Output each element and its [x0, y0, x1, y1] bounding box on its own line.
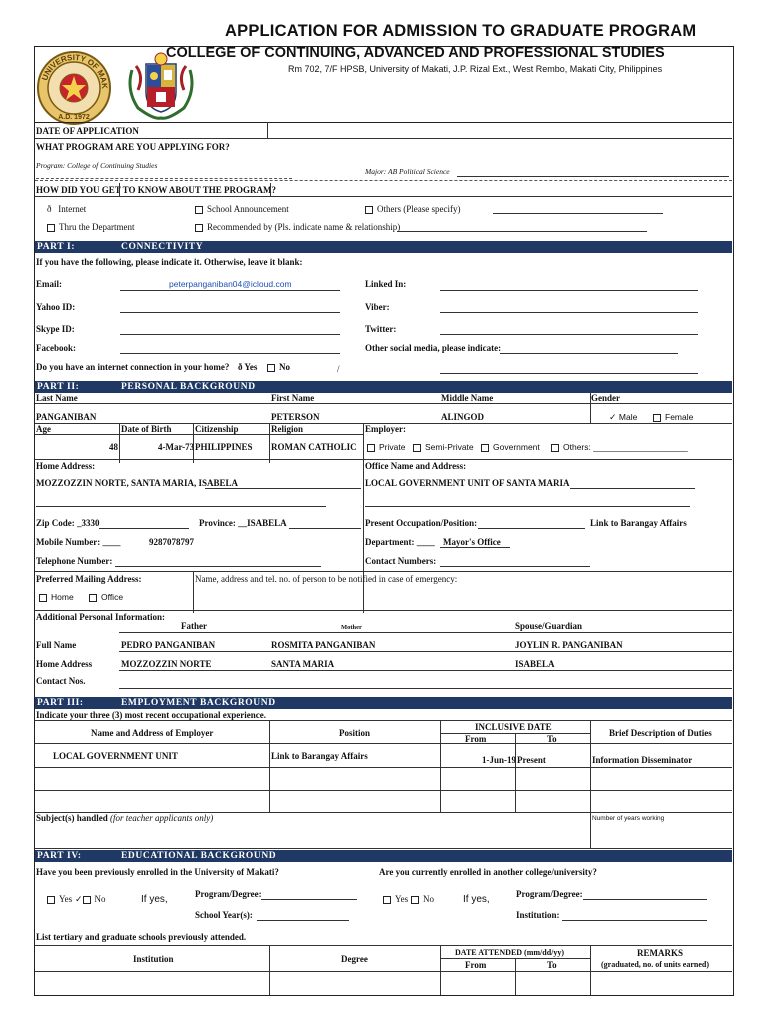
province[interactable]: Province: __ISABELA: [199, 518, 287, 528]
q2-program-degree-label: Program/Degree:: [516, 889, 583, 899]
middle-name-label: Middle Name: [441, 393, 494, 403]
program-question: WHAT PROGRAM ARE YOU APPLYING FOR?: [36, 142, 230, 152]
first-name-value[interactable]: PETERSON: [271, 412, 320, 422]
telephone-label: Telephone Number:: [36, 556, 113, 566]
office-value[interactable]: LOCAL GOVERNMENT UNIT OF SANTA MARIA: [365, 478, 570, 488]
checkbox-icon: [47, 896, 55, 904]
q-currently-enrolled: Are you currently enrolled in another college/university?: [379, 867, 597, 877]
slash-mark: /: [337, 364, 340, 374]
other-social-field[interactable]: [500, 353, 678, 354]
checkbox-icon: [411, 896, 419, 904]
part2-number: PART II:: [37, 382, 80, 392]
checkbox-icon: [267, 364, 275, 372]
facebook-field[interactable]: [120, 353, 340, 354]
religion-label: Religion: [271, 424, 304, 434]
subjects-text: Subject(s) handled: [36, 813, 108, 823]
others-option[interactable]: [365, 205, 460, 214]
internet-no-label: No: [279, 362, 290, 372]
q1-program-degree-field[interactable]: [261, 899, 357, 900]
mobile-label: Mobile Number: ____: [36, 537, 121, 547]
home-address-label: Home Address:: [36, 461, 96, 471]
employer-others[interactable]: [551, 443, 688, 452]
q2-no-label: No: [423, 894, 434, 904]
yahoo-label: Yahoo ID:: [36, 302, 76, 312]
part3-number: PART III:: [37, 698, 84, 708]
part1-number: PART I:: [37, 242, 76, 252]
checkbox-icon: [551, 444, 559, 452]
internet-option[interactable]: [47, 205, 86, 214]
first-name-label: First Name: [271, 393, 315, 403]
checkbox-icon: [413, 444, 421, 452]
checkbox-icon: [195, 224, 203, 232]
checkbox-icon: [39, 594, 47, 602]
thru-department-option[interactable]: [47, 223, 134, 232]
q1-no-label: No: [94, 894, 106, 904]
home-address-label-2: Home Address: [36, 659, 93, 669]
skype-label: Skype ID:: [36, 324, 75, 334]
home-address-value[interactable]: MOZZOZZIN NORTE, SANTA MARIA, ISABELA: [36, 478, 239, 488]
col-to: To: [547, 734, 557, 744]
gender-male[interactable]: [609, 413, 637, 422]
q1-if-yes: If yes,: [141, 894, 168, 905]
q2-program-degree-field[interactable]: [583, 899, 707, 900]
last-name-label: Last Name: [36, 393, 78, 403]
gender-label: Gender: [591, 393, 620, 403]
full-name-label: Full Name: [36, 640, 77, 650]
q2-institution-label: Institution:: [516, 910, 560, 920]
date-of-application-label: DATE OF APPLICATION: [36, 126, 139, 136]
citizenship-label: Citizenship: [195, 424, 239, 434]
father-name[interactable]: PEDRO PANGANIBAN: [121, 640, 216, 650]
spouse-label: Spouse/Guardian: [515, 621, 583, 631]
part4-title: EDUCATIONAL BACKGROUND: [121, 851, 277, 861]
others-employer-label: Others: ____________________: [563, 442, 688, 452]
subjects-note: (for teacher applicants only): [110, 813, 214, 823]
q2-institution-field[interactable]: [562, 920, 707, 921]
occupation-value[interactable]: Link to Barangay Affairs: [590, 518, 687, 528]
part1-header: [35, 241, 732, 253]
checkbox-icon: [481, 444, 489, 452]
years-working-label: Number of years working: [592, 815, 665, 822]
checkbox-icon: [653, 414, 661, 422]
yahoo-field[interactable]: [120, 312, 340, 313]
col-remarks-2: (graduated, no. of units earned): [601, 960, 710, 969]
from-row-1[interactable]: 1-Jun-19: [482, 755, 517, 765]
employer-semi-private[interactable]: [413, 443, 474, 452]
mobile-value[interactable]: 9287078797: [149, 537, 194, 547]
dob-value[interactable]: 4-Mar-73: [158, 442, 195, 452]
col-employer: Name and Address of Employer: [91, 728, 214, 738]
internet-question: Do you have an internet connection in your home?: [36, 362, 230, 372]
citizenship-value[interactable]: PHILIPPINES: [195, 442, 253, 452]
form-subtitle: COLLEGE OF CONTINUING, ADVANCED AND PROFESSIONAL STUDIES: [166, 45, 665, 61]
checkbox-icon: [383, 896, 391, 904]
employer-row-1[interactable]: LOCAL GOVERNMENT UNIT: [53, 751, 178, 761]
col-remarks: REMARKS: [637, 948, 684, 958]
male-label: Male: [618, 412, 638, 422]
q1-yes[interactable]: [47, 895, 72, 904]
internet-no[interactable]: [267, 363, 290, 372]
office-label-opt: Office: [101, 592, 124, 602]
contact-numbers-field[interactable]: [440, 566, 590, 567]
twitter-label: Twitter:: [365, 324, 397, 334]
q1-school-years-label: School Year(s):: [195, 910, 253, 920]
subjects-label: [36, 814, 213, 823]
form-title: APPLICATION FOR ADMISSION TO GRADUATE PROGRAM: [225, 22, 697, 40]
spouse-name[interactable]: JOYLIN R. PANGANIBAN: [515, 640, 623, 650]
email-label: Email:: [36, 279, 62, 289]
email-value[interactable]: peterpanganiban04@icloud.com: [169, 279, 292, 289]
part3-header: [35, 697, 732, 709]
internet-yes[interactable]: ð Yes: [238, 362, 258, 372]
gender-female[interactable]: [653, 413, 693, 422]
svg-text:UNIVERSITY OF MAKATI: UNIVERSITY OF MAK: [40, 52, 110, 90]
position-row-1[interactable]: Link to Barangay Affairs: [271, 751, 368, 761]
q1-school-years-field[interactable]: [257, 920, 349, 921]
duties-row-1[interactable]: Information Disseminator: [592, 755, 693, 765]
part1-title: CONNECTIVITY: [121, 242, 204, 252]
col-date-attended: DATE ATTENDED (mm/dd/yy): [455, 948, 565, 957]
q1-yes-label: Yes: [59, 894, 73, 904]
age-label: Age: [36, 424, 51, 434]
col-inclusive-date: INCLUSIVE DATE: [475, 722, 552, 732]
q2-no[interactable]: [411, 895, 434, 904]
q2-yes-label: Yes: [395, 894, 409, 904]
viber-label: Viber:: [365, 302, 390, 312]
college-address: Rm 702, 7/F HPSB, University of Makati, J.P. Rizal Ext., West Rembo, Makati City, Philippines: [288, 64, 663, 74]
checkbox-icon: [89, 594, 97, 602]
mother-label: Mother: [341, 624, 362, 631]
col-duties: Brief Description of Duties: [609, 728, 712, 738]
recommended-label: Recommended by (Pls. indicate name & relationship): [207, 222, 401, 232]
mailing-office[interactable]: [89, 593, 123, 602]
emergency-label: Name, address and tel. no. of person to be notified in case of emergency:: [195, 574, 458, 584]
check-mark-icon: ✓: [609, 412, 617, 422]
private-label: Private: [379, 442, 406, 452]
how-question: HOW DID YOU GET TO KNOW ABOUT THE PROGRAM?: [36, 185, 277, 195]
col-institution: Institution: [133, 954, 174, 964]
part2-header: [35, 381, 732, 393]
employer-label: Employer:: [365, 424, 406, 434]
middle-name-value[interactable]: ALINGOD: [441, 412, 485, 422]
col-edu-from: From: [465, 960, 487, 970]
twitter-field[interactable]: [440, 334, 698, 335]
school-announcement-option[interactable]: [195, 205, 289, 214]
school-announcement-label: School Announcement: [207, 204, 289, 214]
mother-name[interactable]: ROSMITA PANGANIBAN: [271, 640, 376, 650]
linkedin-label: Linked In:: [365, 279, 407, 289]
occupation-label: Present Occupation/Position:: [365, 518, 478, 528]
other-social-label: Other social media, please indicate:: [365, 343, 502, 353]
home-label: Home: [51, 592, 74, 602]
employer-private[interactable]: [367, 443, 405, 452]
q-previously-enrolled: Have you been previously enrolled in the University of Makati?: [36, 867, 279, 877]
age-value[interactable]: 48: [109, 442, 118, 452]
checkbox-icon: [195, 206, 203, 214]
to-row-1[interactable]: Present: [517, 755, 546, 765]
part3-title: EMPLOYMENT BACKGROUND: [121, 698, 276, 708]
col-degree: Degree: [341, 954, 368, 964]
checkbox-icon: [367, 444, 375, 452]
col-from: From: [465, 734, 487, 744]
department-label: Department: ____: [365, 537, 435, 547]
program-label: Program: College of Continuing Studies: [36, 161, 158, 170]
part4-header: [35, 850, 732, 862]
checkbox-icon: [365, 206, 373, 214]
mailing-label: Preferred Mailing Address:: [36, 574, 142, 584]
last-name-value[interactable]: PANGANIBAN: [36, 412, 97, 422]
facebook-label: Facebook:: [36, 343, 76, 353]
checkbox-icon: [83, 896, 91, 904]
q2-if-yes: If yes,: [463, 894, 490, 905]
date-of-application-field[interactable]: [268, 123, 732, 137]
father-label: Father: [181, 621, 207, 631]
viber-field[interactable]: [440, 312, 698, 313]
checkbox-icon: [47, 224, 55, 232]
dob-label: Date of Birth: [121, 424, 172, 434]
mailing-home[interactable]: [39, 593, 74, 602]
employer-government[interactable]: [481, 443, 540, 452]
q2-yes[interactable]: [383, 895, 408, 904]
female-label: Female: [665, 412, 694, 422]
internet-label: Internet: [58, 204, 87, 214]
checked-mark: ð: [47, 204, 52, 214]
part2-title: PERSONAL BACKGROUND: [121, 382, 256, 392]
recommended-option[interactable]: [195, 223, 400, 232]
col-position: Position: [339, 728, 371, 738]
others-label: Others (Please specify): [377, 204, 461, 214]
spouse-address[interactable]: ISABELA: [515, 659, 555, 669]
skype-field[interactable]: [120, 334, 340, 335]
additional-label: Additional Personal Information:: [36, 612, 166, 622]
religion-value[interactable]: ROMAN CATHOLIC: [271, 442, 357, 452]
contact-nos-label: Contact Nos.: [36, 676, 86, 686]
semi-private-label: Semi-Private: [425, 442, 474, 452]
check-mark-icon: ✓: [75, 894, 83, 904]
col-edu-to: To: [547, 960, 557, 970]
major-label: Major: AB Political Science: [365, 167, 450, 176]
father-address[interactable]: MOZZOZZIN NORTE: [121, 659, 212, 669]
q1-program-degree-label: Program/Degree:: [195, 889, 262, 899]
q1-no[interactable]: [75, 895, 106, 904]
part1-intro: If you have the following, please indicate it. Otherwise, leave it blank:: [36, 257, 303, 267]
office-label: Office Name and Address:: [365, 461, 467, 471]
thru-department-label: Thru the Department: [59, 222, 135, 232]
part4-number: PART IV:: [37, 851, 82, 861]
contact-numbers-label: Contact Numbers:: [365, 556, 437, 566]
government-label: Government: [493, 442, 540, 452]
linkedin-field[interactable]: [440, 290, 698, 291]
svg-text:A.D. 1972: A.D. 1972: [58, 114, 90, 121]
department-value[interactable]: Mayor's Office: [443, 537, 501, 547]
application-form: [34, 46, 734, 996]
list-schools-label: List tertiary and graduate schools previously attended.: [36, 932, 247, 942]
part3-intro: Indicate your three (3) most recent occupational experience.: [36, 710, 266, 720]
telephone-field[interactable]: [115, 566, 321, 567]
zip-code[interactable]: Zip Code: _3330: [36, 518, 100, 528]
mother-address[interactable]: SANTA MARIA: [271, 659, 335, 669]
